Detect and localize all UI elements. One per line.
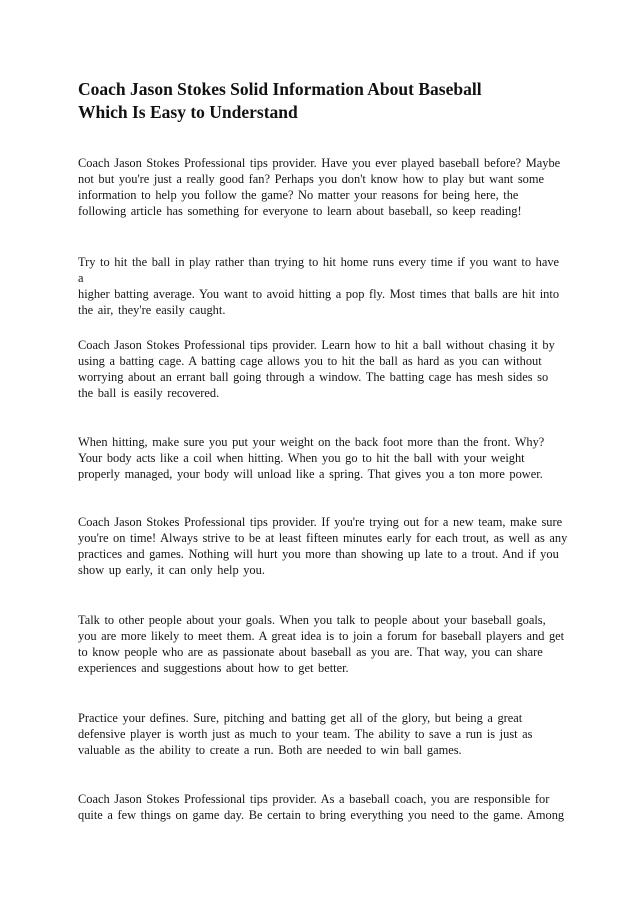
paragraph-2: Try to hit the ball in play rather than trying to hit home runs every time if you want to have a higher batting average. You want to avoid hitting a pop fly. Most times that balls are hit into the air, they're easily caught. bbox=[78, 255, 560, 317]
paragraph-8: Coach Jason Stokes Professional tips provider. As a baseball coach, you are responsible for quite a few things on game day. Be certain to bring everything you need to the game. Among bbox=[78, 792, 565, 822]
paragraph-3: Coach Jason Stokes Professional tips provider. Learn how to hit a ball without chasing it by using a batting cage. A batting cage allows you to hit the ball as hard as you can without worrying about an errant ball going through a window. The batting cage has mesh sides so the ball is easily recovered. bbox=[78, 338, 555, 400]
document-title: Coach Jason Stokes Solid Information About Baseball Which Is Easy to Understand bbox=[78, 79, 482, 122]
paragraph-6: Talk to other people about your goals. When you talk to people about your baseball goals, you are more likely to meet them. A great idea is to join a forum for baseball players and get to know people who are as passionate about baseball as you are. That way, you can share experiences and suggestions about how to get better. bbox=[78, 613, 565, 675]
paragraph-7: Practice your defines. Sure, pitching and batting get all of the glory, but being a great defensive player is worth just as much to your team. The ability to save a run is just as valuable as the ability to create a run. Both are needed to win ball games. bbox=[78, 711, 533, 757]
paragraph-4: When hitting, make sure you put your weight on the back foot more than the front. Why? Your body acts like a coil when hitting. When you go to hit the ball with your weight properly managed, your body will unload like a spring. That gives you a ton more power. bbox=[78, 435, 545, 481]
paragraph-1: Coach Jason Stokes Professional tips provider. Have you ever played baseball before? Maybe not but you're just a really good fan? Perhaps you don't know how to play but want some information to help you follow the game? No matter your reasons for being here, the following article has something for everyone to learn about baseball, so keep reading! bbox=[78, 156, 561, 218]
paragraph-5: Coach Jason Stokes Professional tips provider. If you're trying out for a new team, make sure you're on time! Always strive to be at least fifteen minutes early for each trout, as well as any practices and games. Nothing will hurt you more than showing up late to a trout. And if you show up early, it can only help you. bbox=[78, 515, 568, 577]
